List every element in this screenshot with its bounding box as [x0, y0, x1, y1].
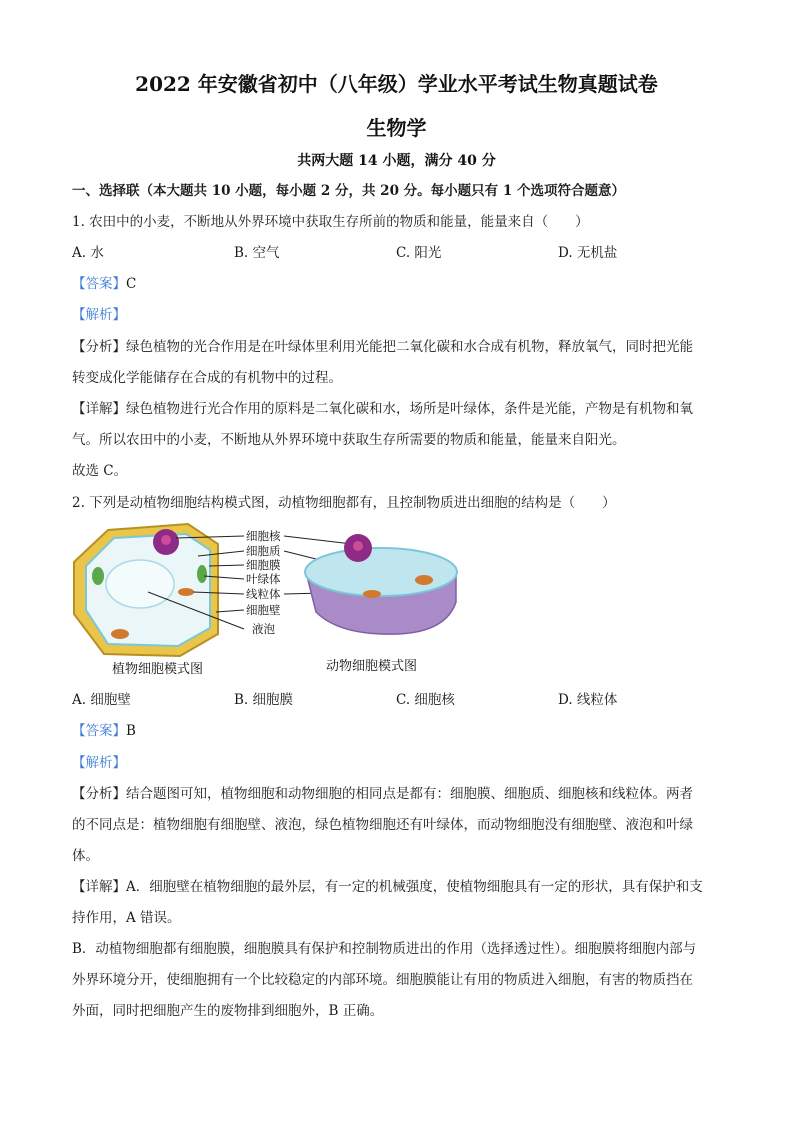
q1-xiangjie-text1: 绿色植物进行光合作用的原料是二氧化碳和水，场所是叶绿体，条件是光能，产物是有机物和氧 [126, 401, 693, 417]
cell-diagram [68, 522, 488, 682]
label-mitochondrion: 线粒体 [246, 587, 281, 601]
q2-fenxi-line1 [72, 784, 724, 804]
q1-fenxi-line1 [72, 337, 724, 357]
animal-cell-caption: 动物细胞模式图 [326, 659, 418, 674]
q2-option-d: D. 线粒体 [558, 692, 618, 708]
q2-answer [72, 721, 724, 741]
plant-cell [74, 524, 218, 656]
q2-option-b: B. 细胞膜 [234, 692, 294, 708]
q1-xiangjie-line1 [72, 399, 724, 419]
chloroplast [197, 565, 207, 583]
animal-mitochondrion [415, 575, 433, 585]
label-vacuole: 液泡 [252, 622, 275, 636]
q1-fenxi-line2: 转变成化学能储存在合成的有机物中的过程。 [72, 370, 342, 386]
q1-xiangjie-tag: 【详解】 [72, 401, 126, 417]
q1-stem: 1. 农田中的小麦，不断地从外界环境中获取生存所前的物质和能量，能量来自（ ） [72, 214, 589, 230]
q2-analysis-tag: 【解析】 [72, 755, 126, 771]
q1-analysis [72, 305, 724, 325]
q1-option-d: D. 无机盐 [558, 245, 618, 261]
plant-nucleolus [161, 535, 171, 545]
exam-summary: 共两大题 14 小题，满分 40 分 [297, 153, 496, 169]
q2-option-a: A. 细胞壁 [72, 692, 131, 708]
animal-cell-membrane [305, 548, 457, 596]
animal-cell [305, 534, 457, 634]
q1-analysis-tag: 【解析】 [72, 307, 126, 323]
q2-fenxi-text1: 结合题图可知，植物细胞和动物细胞的相同点是都有：细胞膜、细胞质、细胞核和线粒体。两者 [126, 786, 693, 802]
q1-fenxi-tag: 【分析】 [72, 339, 126, 355]
q1-option-a: A. 水 [72, 245, 104, 261]
q2-xiangjie-text1: A．细胞壁在植物细胞的最外层，有一定的机械强度，使植物细胞具有一定的形状，具有保护和支 [126, 879, 703, 895]
q1-option-b: B. 空气 [234, 245, 280, 261]
label-membrane: 细胞膜 [246, 558, 281, 572]
q2-stem: 2. 下列是动植物细胞结构模式图，动植物细胞都有，且控制物质进出细胞的结构是（ ） [72, 495, 616, 511]
q1-answer-value: C [126, 276, 137, 292]
label-nucleus: 细胞核 [246, 529, 281, 543]
q2-analysis [72, 753, 724, 773]
label-cell-wall: 细胞壁 [246, 603, 281, 617]
q1-xiangjie-line2: 气。所以农田中的小麦，不断地从外界环境中获取生存所需要的物质和能量，能量来自阳光。 [72, 432, 626, 448]
q2-b-line2: 外界环境分开，使细胞拥有一个比较稳定的内部环境。细胞膜能让有用的物质进入细胞，有害的物质挡在 [72, 972, 693, 988]
subject-title: 生物学 [366, 116, 427, 140]
exam-title: 2022 年安徽省初中（八年级）学业水平考试生物真题试卷 [135, 72, 658, 96]
plant-cell-caption: 植物细胞模式图 [112, 662, 204, 677]
label-cytoplasm: 细胞质 [246, 544, 281, 558]
chloroplast [92, 567, 104, 585]
q2-xiangjie-line1 [72, 877, 724, 897]
q2-answer-tag: 【答案】 [72, 723, 126, 739]
q2-xiangjie-line2: 持作用，A 错误。 [72, 910, 181, 926]
q1-fenxi-text1: 绿色植物的光合作用是在叶绿体里利用光能把二氧化碳和水合成有机物，释放氧气，同时把光能 [126, 339, 693, 355]
vacuole [106, 560, 174, 608]
q2-b-line3: 外面，同时把细胞产生的废物排到细胞外，B 正确。 [72, 1003, 384, 1019]
q2-fenxi-line3: 体。 [72, 848, 99, 864]
q2-b-line1: B．动植物细胞都有细胞膜，细胞膜具有保护和控制物质进出的作用（选择透过性）。细胞膜将细胞内部与 [72, 941, 697, 957]
section-heading: 一、选择联（本大题共 10 小题，每小题 2 分，共 20 分。每小题只有 1 个选项符合题意） [72, 183, 625, 199]
q1-option-c: C. 阳光 [396, 245, 442, 261]
animal-nucleolus [353, 541, 363, 551]
mitochondrion [178, 588, 194, 596]
q2-answer-value: B [126, 723, 136, 739]
mitochondrion [111, 629, 129, 639]
q2-xiangjie-tag: 【详解】 [72, 879, 126, 895]
q2-option-c: C. 细胞核 [396, 692, 455, 708]
q1-answer-tag: 【答案】 [72, 276, 126, 292]
q2-fenxi-tag: 【分析】 [72, 786, 126, 802]
animal-mitochondrion [363, 590, 381, 598]
q2-fenxi-line2: 的不同点是：植物细胞有细胞壁、液泡，绿色植物细胞还有叶绿体，而动物细胞没有细胞壁、液泡和叶绿 [72, 817, 693, 833]
q1-conclusion: 故选 C。 [72, 463, 128, 479]
q1-answer [72, 274, 724, 294]
label-chloroplast: 叶绿体 [246, 572, 281, 586]
